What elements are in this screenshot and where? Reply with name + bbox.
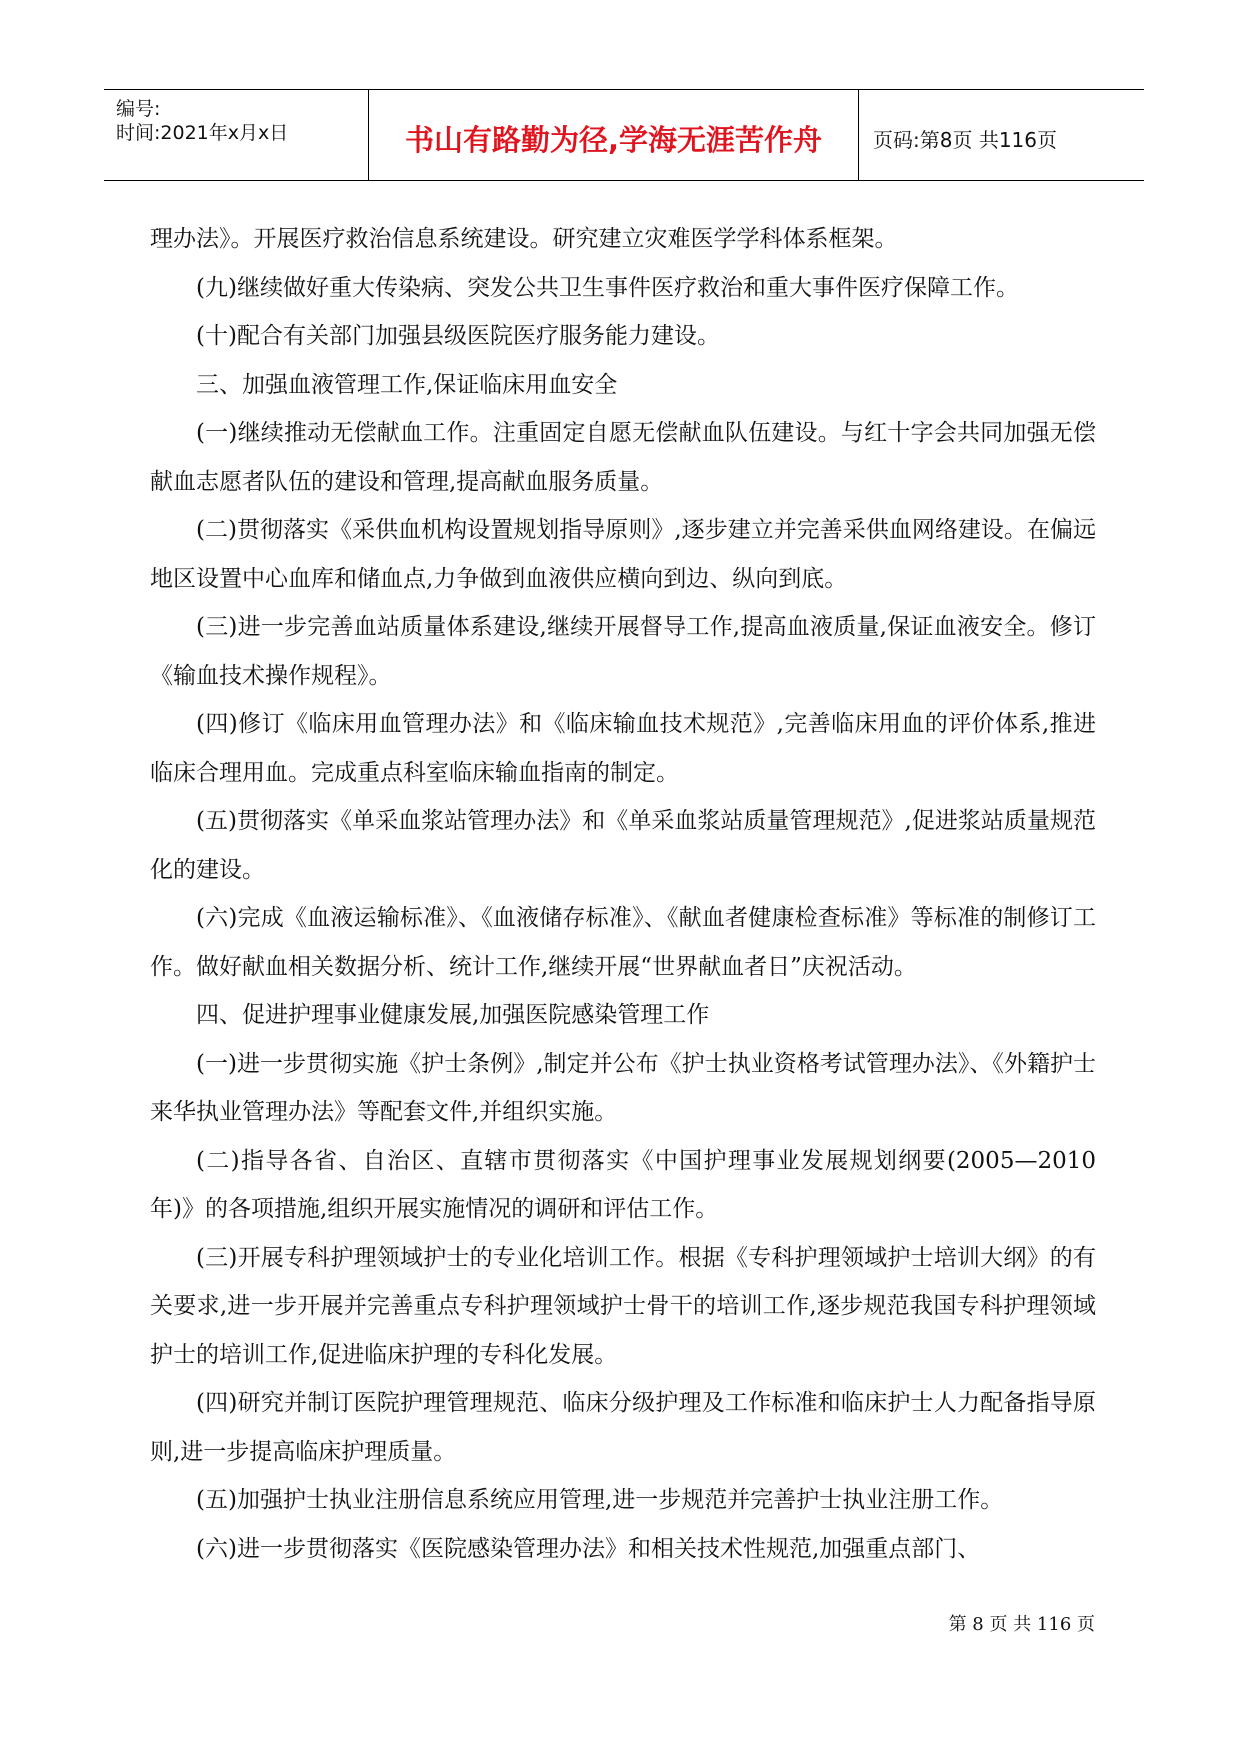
page-code: 页码:第8页 共116页	[873, 128, 1057, 152]
paragraph: (三)开展专科护理领域护士的专业化培训工作。根据《专科护理领域护士培训大纲》的有关要求,进一步开展并完善重点专科护理领域护士骨干的培训工作,逐步规范我国专科护理领域护士的培训工作,促进临床护理的专科化发展。	[150, 1244, 1096, 1368]
paragraph: 理办法》。开展医疗救治信息系统建设。研究建立灾难医学学科体系框架。	[150, 226, 898, 252]
paragraph: (二)贯彻落实《采供血机构设置规划指导原则》,逐步建立并完善采供血网络建设。在偏远地区设置中心血库和储血点,力争做到血液供应横向到边、纵向到底。	[150, 517, 1096, 592]
section-heading: 三、加强血液管理工作,保证临床用血安全	[196, 371, 618, 398]
paragraph: (五)贯彻落实《单采血浆站管理办法》和《单采血浆站质量管理规范》,促进浆站质量规范化的建设。	[150, 808, 1096, 883]
paragraph: (九)继续做好重大传染病、突发公共卫生事件医疗救治和重大事件医疗保障工作。	[196, 274, 1019, 301]
section-heading: 四、促进护理事业健康发展,加强医院感染管理工作	[196, 1002, 710, 1028]
paragraph: (三)进一步完善血站质量体系建设,继续开展督导工作,提高血液质量,保证血液安全。修订《输血技术操作规程》。	[150, 614, 1096, 689]
header-motto-cell	[369, 90, 859, 180]
document-body	[150, 215, 1096, 1573]
paragraph: (一)进一步贯彻实施《护士条例》,制定并公布《护士执业资格考试管理办法》、《外籍护士来华执业管理办法》等配套文件,并组织实施。	[150, 1050, 1096, 1125]
motto: 书山有路勤为径,学海无涯苦作舟	[404, 123, 823, 157]
paragraph: (六)完成《血液运输标准》、《血液储存标准》、《献血者健康检查标准》等标准的制修订工作。做好献血相关数据分析、统计工作,继续开展“世界献血者日”庆祝活动。	[150, 905, 1096, 980]
paragraph: (四)修订《临床用血管理办法》和《临床输血技术规范》,完善临床用血的评价体系,推进临床合理用血。完成重点科室临床输血指南的制定。	[150, 711, 1096, 786]
paragraph: (五)加强护士执业注册信息系统应用管理,进一步规范并完善护士执业注册工作。	[196, 1487, 1004, 1513]
page-footer: 第 8 页 共 116 页	[948, 1614, 1095, 1635]
header-info-cell	[104, 90, 369, 180]
number-label: 编号:	[116, 98, 161, 120]
paragraph: (十)配合有关部门加强县级医院医疗服务能力建设。	[196, 323, 720, 349]
document-header	[104, 89, 1144, 181]
paragraph: (四)研究并制订医院护理管理规范、临床分级护理及工作标准和临床护士人力配备指导原则,进一步提高临床护理质量。	[150, 1390, 1096, 1465]
paragraph: (一)继续推动无偿献血工作。注重固定自愿无偿献血队伍建设。与红十字会共同加强无偿献血志愿者队伍的建设和管理,提高献血服务质量。	[150, 420, 1096, 495]
paragraph: (二)指导各省、自治区、直辖市贯彻落实《中国护理事业发展规划纲要(2005—2010年)》的各项措施,组织开展实施情况的调研和评估工作。	[150, 1147, 1096, 1222]
time-label: 时间:2021年x月x日	[116, 122, 289, 144]
header-page-cell	[859, 90, 1144, 180]
paragraph: (六)进一步贯彻落实《医院感染管理办法》和相关技术性规范,加强重点部门、	[196, 1535, 981, 1562]
